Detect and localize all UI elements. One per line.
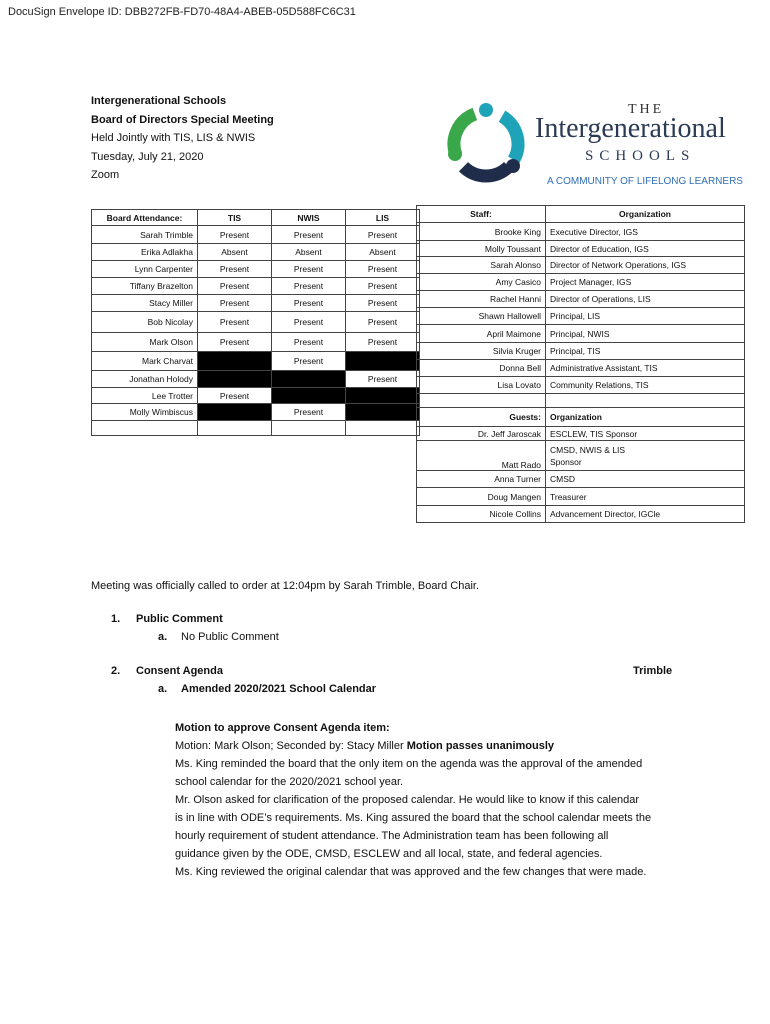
staff-name: Lisa Lovato: [417, 377, 546, 394]
motion-heading: Motion to approve Consent Agenda item:: [175, 722, 390, 734]
redacted-cell: [272, 371, 346, 388]
staff-org: Principal, TIS: [546, 343, 745, 360]
item-2a-letter: a.: [158, 683, 168, 695]
staff-org: Director of Education, IGS: [546, 241, 745, 257]
tis-status: Present: [198, 388, 272, 404]
member-name: Lynn Carpenter: [92, 261, 198, 278]
table-row: [417, 223, 745, 241]
table-row: [92, 333, 420, 352]
staff-org: Director of Network Operations, IGS: [546, 257, 745, 274]
item-2-number: 2.: [111, 665, 121, 677]
member-name: Stacy Miller: [92, 295, 198, 312]
member-name: Bob Nicolay: [92, 312, 198, 333]
item-2a-text: Amended 2020/2021 School Calendar: [181, 683, 377, 695]
tis-status: Present: [198, 226, 272, 244]
table-row: [417, 441, 745, 471]
empty-cell: [417, 394, 546, 408]
member-name: Tiffany Brazelton: [92, 278, 198, 295]
table-row: [417, 471, 745, 488]
lis-status: Present: [346, 295, 420, 312]
nwis-status: Present: [272, 333, 346, 352]
table-row: [417, 241, 745, 257]
table-row: [417, 394, 745, 408]
board-attendance-table: [91, 209, 420, 436]
staff-name: Donna Bell: [417, 360, 546, 377]
nwis-status: [272, 421, 346, 436]
redacted-cell: [346, 404, 420, 421]
minutes-line: Mr. Olson asked for clarification of the proposed calendar. He would like to know if this calendar: [175, 794, 640, 806]
item-1a-letter: a.: [158, 631, 168, 643]
table-header-row: [417, 206, 745, 223]
table-row: [92, 278, 420, 295]
member-name: [92, 421, 198, 436]
guest-org: Treasurer: [546, 488, 745, 506]
minutes-line: Ms. King reminded the board that the only item on the agenda was the approval of the amended: [175, 758, 643, 770]
motion-text: Motion: Mark Olson; Seconded by: Stacy Miller: [175, 740, 407, 752]
member-name: Erika Adlakha: [92, 244, 198, 261]
guest-org: [546, 441, 745, 471]
guest-org-line-2: Sponsor: [550, 456, 582, 467]
nwis-status: Present: [272, 226, 346, 244]
lis-status: Present: [346, 278, 420, 295]
logo-schools: SCHOOLS: [585, 148, 696, 164]
minutes-line: guidance given by the ODE, CMSD, ESCLEW and all local, state, and federal agencies.: [175, 848, 603, 860]
tis-status: Present: [198, 333, 272, 352]
table-row: [417, 427, 745, 441]
item-1a-text: No Public Comment: [181, 631, 279, 643]
staff-org: Administrative Assistant, TIS: [546, 360, 745, 377]
minutes-line: Ms. King reviewed the original calendar that was approved and the few changes that were made.: [175, 866, 647, 878]
meeting-location: Zoom: [91, 169, 120, 181]
table-row: [417, 325, 745, 343]
guest-name: Doug Mangen: [417, 488, 546, 506]
nwis-status: Present: [272, 312, 346, 333]
member-name: Lee Trotter: [92, 388, 198, 404]
staff-org: Executive Director, IGS: [546, 223, 745, 241]
redacted-cell: [198, 371, 272, 388]
logo-name: Intergenerational: [535, 113, 726, 144]
staff-org: Principal, LIS: [546, 308, 745, 325]
table-row: [417, 488, 745, 506]
motion-line: [175, 737, 695, 755]
minutes-line: is in line with ODE’s requirements. Ms. King assured the board that the school calendar meets the: [175, 812, 652, 824]
logo-tagline: A COMMUNITY OF LIFELONG LEARNERS: [547, 176, 743, 187]
table-row: [417, 274, 745, 291]
table-row: [92, 261, 420, 278]
redacted-cell: [198, 404, 272, 421]
guest-org-line-1: CMSD, NWIS & LIS: [550, 444, 626, 455]
table-row: [92, 295, 420, 312]
table-row: [417, 343, 745, 360]
member-name: Sarah Trimble: [92, 226, 198, 244]
guest-name: Nicole Collins: [417, 506, 546, 523]
table-header-row: [92, 210, 420, 226]
member-name: Mark Olson: [92, 333, 198, 352]
table-row: [417, 308, 745, 325]
lis-status: Present: [346, 312, 420, 333]
staff-name: Silvia Kruger: [417, 343, 546, 360]
table-row: [92, 226, 420, 244]
meeting-date: Tuesday, July 21, 2020: [91, 150, 204, 163]
item-2-owner: Trimble: [633, 665, 673, 677]
redacted-cell: [346, 388, 420, 404]
minutes-line: school calendar for the 2020/2021 school year.: [175, 776, 404, 788]
held-jointly: Held Jointly with TIS, LIS & NWIS: [91, 132, 256, 144]
nwis-status: Present: [272, 352, 346, 371]
staff-name: Amy Casico: [417, 274, 546, 291]
empty-cell: [546, 394, 745, 408]
lis-status: Present: [346, 226, 420, 244]
item-1-number: 1.: [111, 613, 121, 625]
col-header-staff: Staff:: [417, 206, 546, 223]
docusign-envelope-id: DocuSign Envelope ID: DBB272FB-FD70-48A4-ABEB-05D588FC6C31: [8, 6, 356, 18]
member-name: Molly Wimbiscus: [92, 404, 198, 421]
table-row: [417, 377, 745, 394]
col-header-nwis: NWIS: [272, 210, 346, 226]
lis-status: [346, 421, 420, 436]
staff-name: Sarah Alonso: [417, 257, 546, 274]
nwis-status: Present: [272, 295, 346, 312]
staff-name: Brooke King: [417, 223, 546, 241]
staff-org: Community Relations, TIS: [546, 377, 745, 394]
table-row: [92, 404, 420, 421]
guest-org: Advancement Director, IGCle: [546, 506, 745, 523]
col-header-lis: LIS: [346, 210, 420, 226]
tis-status: Present: [198, 278, 272, 295]
lis-status: Present: [346, 261, 420, 278]
tis-status: Present: [198, 312, 272, 333]
minutes-line: hourly requirement of student attendance. The Administration team has been following all: [175, 830, 609, 842]
table-row: [92, 244, 420, 261]
staff-name: Molly Toussant: [417, 241, 546, 257]
col-header-guests: Guests:: [417, 408, 546, 427]
item-1-title: Public Comment: [136, 613, 223, 625]
staff-org: Principal, NWIS: [546, 325, 745, 343]
tis-status: Present: [198, 295, 272, 312]
redacted-cell: [346, 352, 420, 371]
lis-status: Absent: [346, 244, 420, 261]
lis-status: Present: [346, 371, 420, 388]
guest-org: CMSD: [546, 471, 745, 488]
lis-status: Present: [346, 333, 420, 352]
motion-result: Motion passes unanimously: [406, 740, 555, 752]
tis-status: [198, 421, 272, 436]
redacted-cell: [272, 388, 346, 404]
table-row: [92, 421, 420, 436]
col-header-guest-organization: Organization: [546, 408, 745, 427]
table-row: [92, 388, 420, 404]
col-header-tis: TIS: [198, 210, 272, 226]
table-row: [417, 257, 745, 274]
nwis-status: Present: [272, 278, 346, 295]
table-row: [92, 352, 420, 371]
redacted-cell: [198, 352, 272, 371]
table-row: [417, 291, 745, 308]
table-row: [417, 506, 745, 523]
table-header-row: [417, 408, 745, 427]
col-header-organization: Organization: [546, 206, 745, 223]
tis-status: Absent: [198, 244, 272, 261]
call-to-order: Meeting was officially called to order at 12:04pm by Sarah Trimble, Board Chair.: [91, 580, 480, 592]
member-name: Jonathan Holody: [92, 371, 198, 388]
member-name: Mark Charvat: [92, 352, 198, 371]
col-header-attendance: Board Attendance:: [92, 210, 198, 226]
staff-org: Director of Operations, LIS: [546, 291, 745, 308]
guest-org: ESCLEW, TIS Sponsor: [546, 427, 745, 441]
staff-org: Project Manager, IGS: [546, 274, 745, 291]
staff-name: Rachel Hanni: [417, 291, 546, 308]
staff-table: [416, 205, 745, 523]
motion-block: [175, 719, 695, 881]
logo-the: THE: [628, 102, 665, 117]
staff-name: Shawn Hallowell: [417, 308, 546, 325]
tis-status: Present: [198, 261, 272, 278]
item-2-title: Consent Agenda: [136, 665, 223, 677]
table-row: [92, 312, 420, 333]
nwis-status: Present: [272, 261, 346, 278]
meeting-title: Board of Directors Special Meeting: [91, 113, 274, 126]
guest-name: Anna Turner: [417, 471, 546, 488]
staff-name: April Maimone: [417, 325, 546, 343]
org-name: Intergenerational Schools: [91, 95, 227, 107]
table-row: [417, 360, 745, 377]
table-row: [92, 371, 420, 388]
guest-name: Dr. Jeff Jaroscak: [417, 427, 546, 441]
guest-name: Matt Rado: [417, 441, 546, 471]
nwis-status: Absent: [272, 244, 346, 261]
meeting-header: [91, 92, 274, 185]
nwis-status: Present: [272, 404, 346, 421]
